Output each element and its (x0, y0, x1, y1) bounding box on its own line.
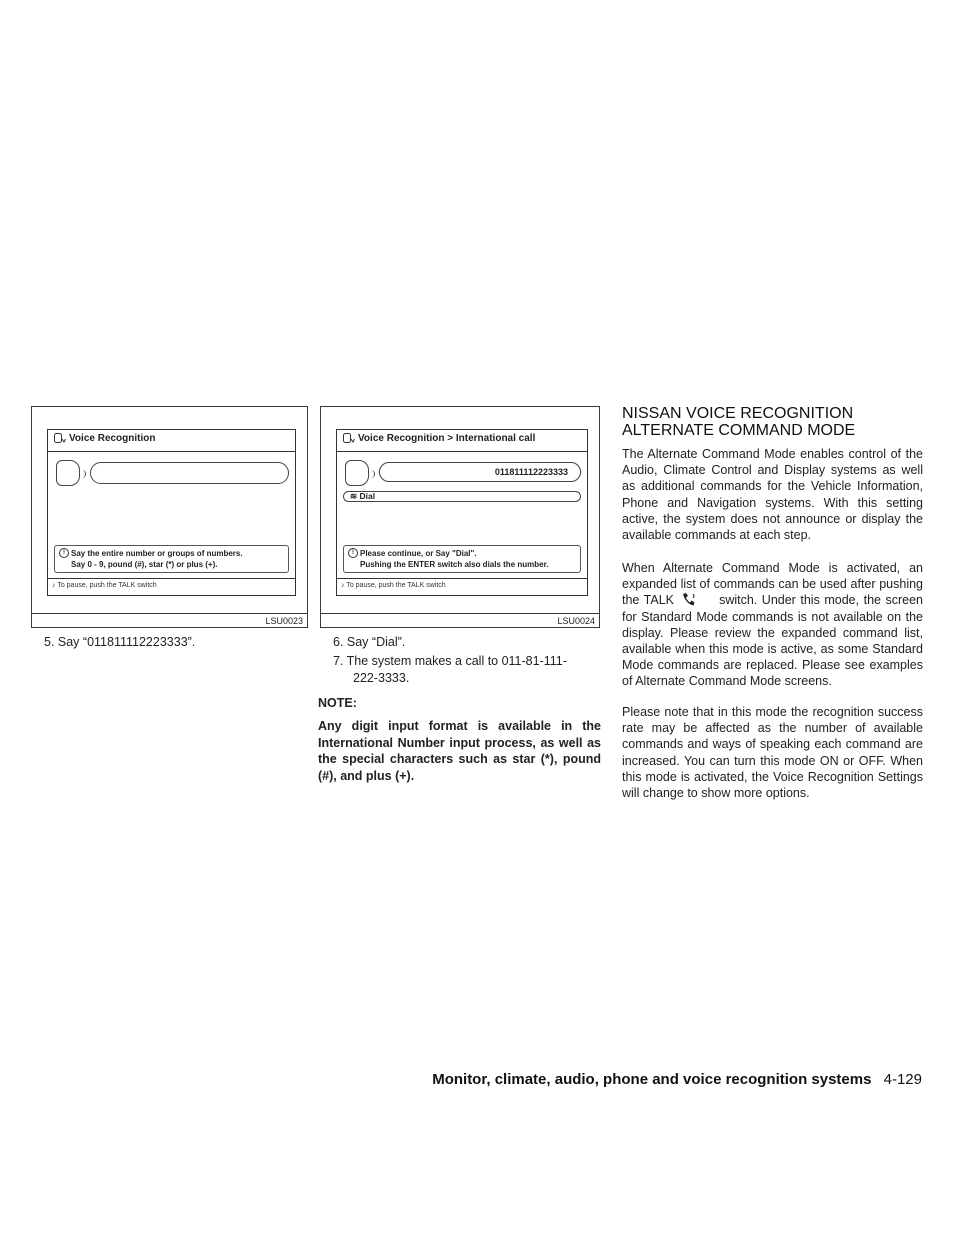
voice-icon (54, 433, 66, 444)
paragraph-2 (622, 560, 923, 690)
note-text: Any digit input format is available in the International Number input process, as well as the special characters such as star (*), pound (#), and plus (+). (318, 719, 601, 783)
guidance-message (54, 545, 289, 573)
dial-option-text: Dial (359, 491, 376, 501)
pause-hint-text: To pause, push the TALK switch (57, 582, 157, 589)
page-footer (432, 1071, 922, 1088)
pause-hint-text: To pause, push the TALK switch (346, 582, 446, 589)
recognized-number: 011811112223333 (494, 467, 568, 477)
figure-voice-recognition (31, 406, 308, 628)
guidance-line-2: Pushing the ENTER switch also dials the number. (360, 560, 549, 569)
footer-divider (48, 578, 295, 579)
section-heading (622, 405, 922, 439)
paragraph-3: Please note that in this mode the recognition success rate may be affected as the number of available commands and ways of speaking each command are increased. You can turn this mode ON or OFF. When this mode is activated, the Voice Recognition Settings will change to show more options. (622, 705, 923, 801)
screen-title-text: Voice Recognition > International call (358, 433, 536, 444)
figure-international-call (320, 406, 600, 628)
screen-display (336, 429, 588, 596)
speaking-head-icon (56, 460, 80, 486)
step-7-line-2: 222-3333. (353, 671, 410, 685)
talk-icon: ♪ (52, 582, 56, 589)
talk-icon: ♪ (341, 582, 345, 589)
screen-title-text: Voice Recognition (69, 433, 156, 444)
step-7-line-1: 7. The system makes a call to 011-81-111- (333, 654, 567, 668)
figure-code: LSU0024 (321, 613, 599, 627)
info-icon: ! (348, 548, 358, 558)
screen-display (47, 429, 296, 596)
paragraph-1: The Alternate Command Mode enables control of the Audio, Climate Control and Display systems as well as additional commands for the Vehicle Information, Phone and Navigation systems. With this setting active, the system does not announce or display the available commands at each step. (622, 447, 923, 543)
talk-switch-icon (681, 592, 697, 606)
step-6: 6. Say “Dial”. (333, 635, 406, 649)
title-divider (48, 451, 295, 452)
screen-title (54, 433, 156, 444)
figure-code: LSU0023 (32, 613, 307, 627)
page-number: 4-129 (883, 1071, 922, 1088)
recognized-number-field (379, 462, 581, 482)
pause-hint (341, 582, 446, 589)
recognized-text-field (90, 462, 289, 484)
voice-icon (343, 433, 355, 444)
pause-hint (52, 582, 157, 589)
note-label: NOTE: (318, 696, 357, 710)
dial-option (343, 491, 581, 502)
guidance-line-2: Say 0 - 9, pound (#), star (*) or plus (+). (71, 560, 218, 569)
guidance-message (343, 545, 581, 573)
section-heading-line-1: NISSAN VOICE RECOGNITION (622, 405, 854, 422)
guidance-line-1: Say the entire number or groups of numbers. (71, 549, 243, 558)
section-heading-line-2: ALTERNATE COMMAND MODE (622, 422, 856, 439)
footer-section-title: Monitor, climate, audio, phone and voice recognition systems (432, 1071, 872, 1088)
guidance-line-1: Please continue, or Say "Dial". (360, 549, 477, 558)
speaking-head-icon (345, 460, 369, 486)
info-icon: ! (59, 548, 69, 558)
screen-title (343, 433, 535, 444)
paragraph-2-start: When Alternate Command Mode is activated, an expanded list of commands can be used after pushing the TALK (622, 561, 923, 608)
paragraph-2-end: switch. Under this mode, the screen for Standard Mode commands is not available on the display. Please review the expanded command list, available when this mode is active, as some Standard Mode commands are replaced. Please see examples of Alternate Command Mode screens. (622, 593, 924, 689)
footer-divider (337, 578, 587, 579)
title-divider (337, 451, 587, 452)
step-5: 5. Say “011811112223333”. (44, 635, 196, 649)
option-icon: ≋ (350, 491, 358, 501)
